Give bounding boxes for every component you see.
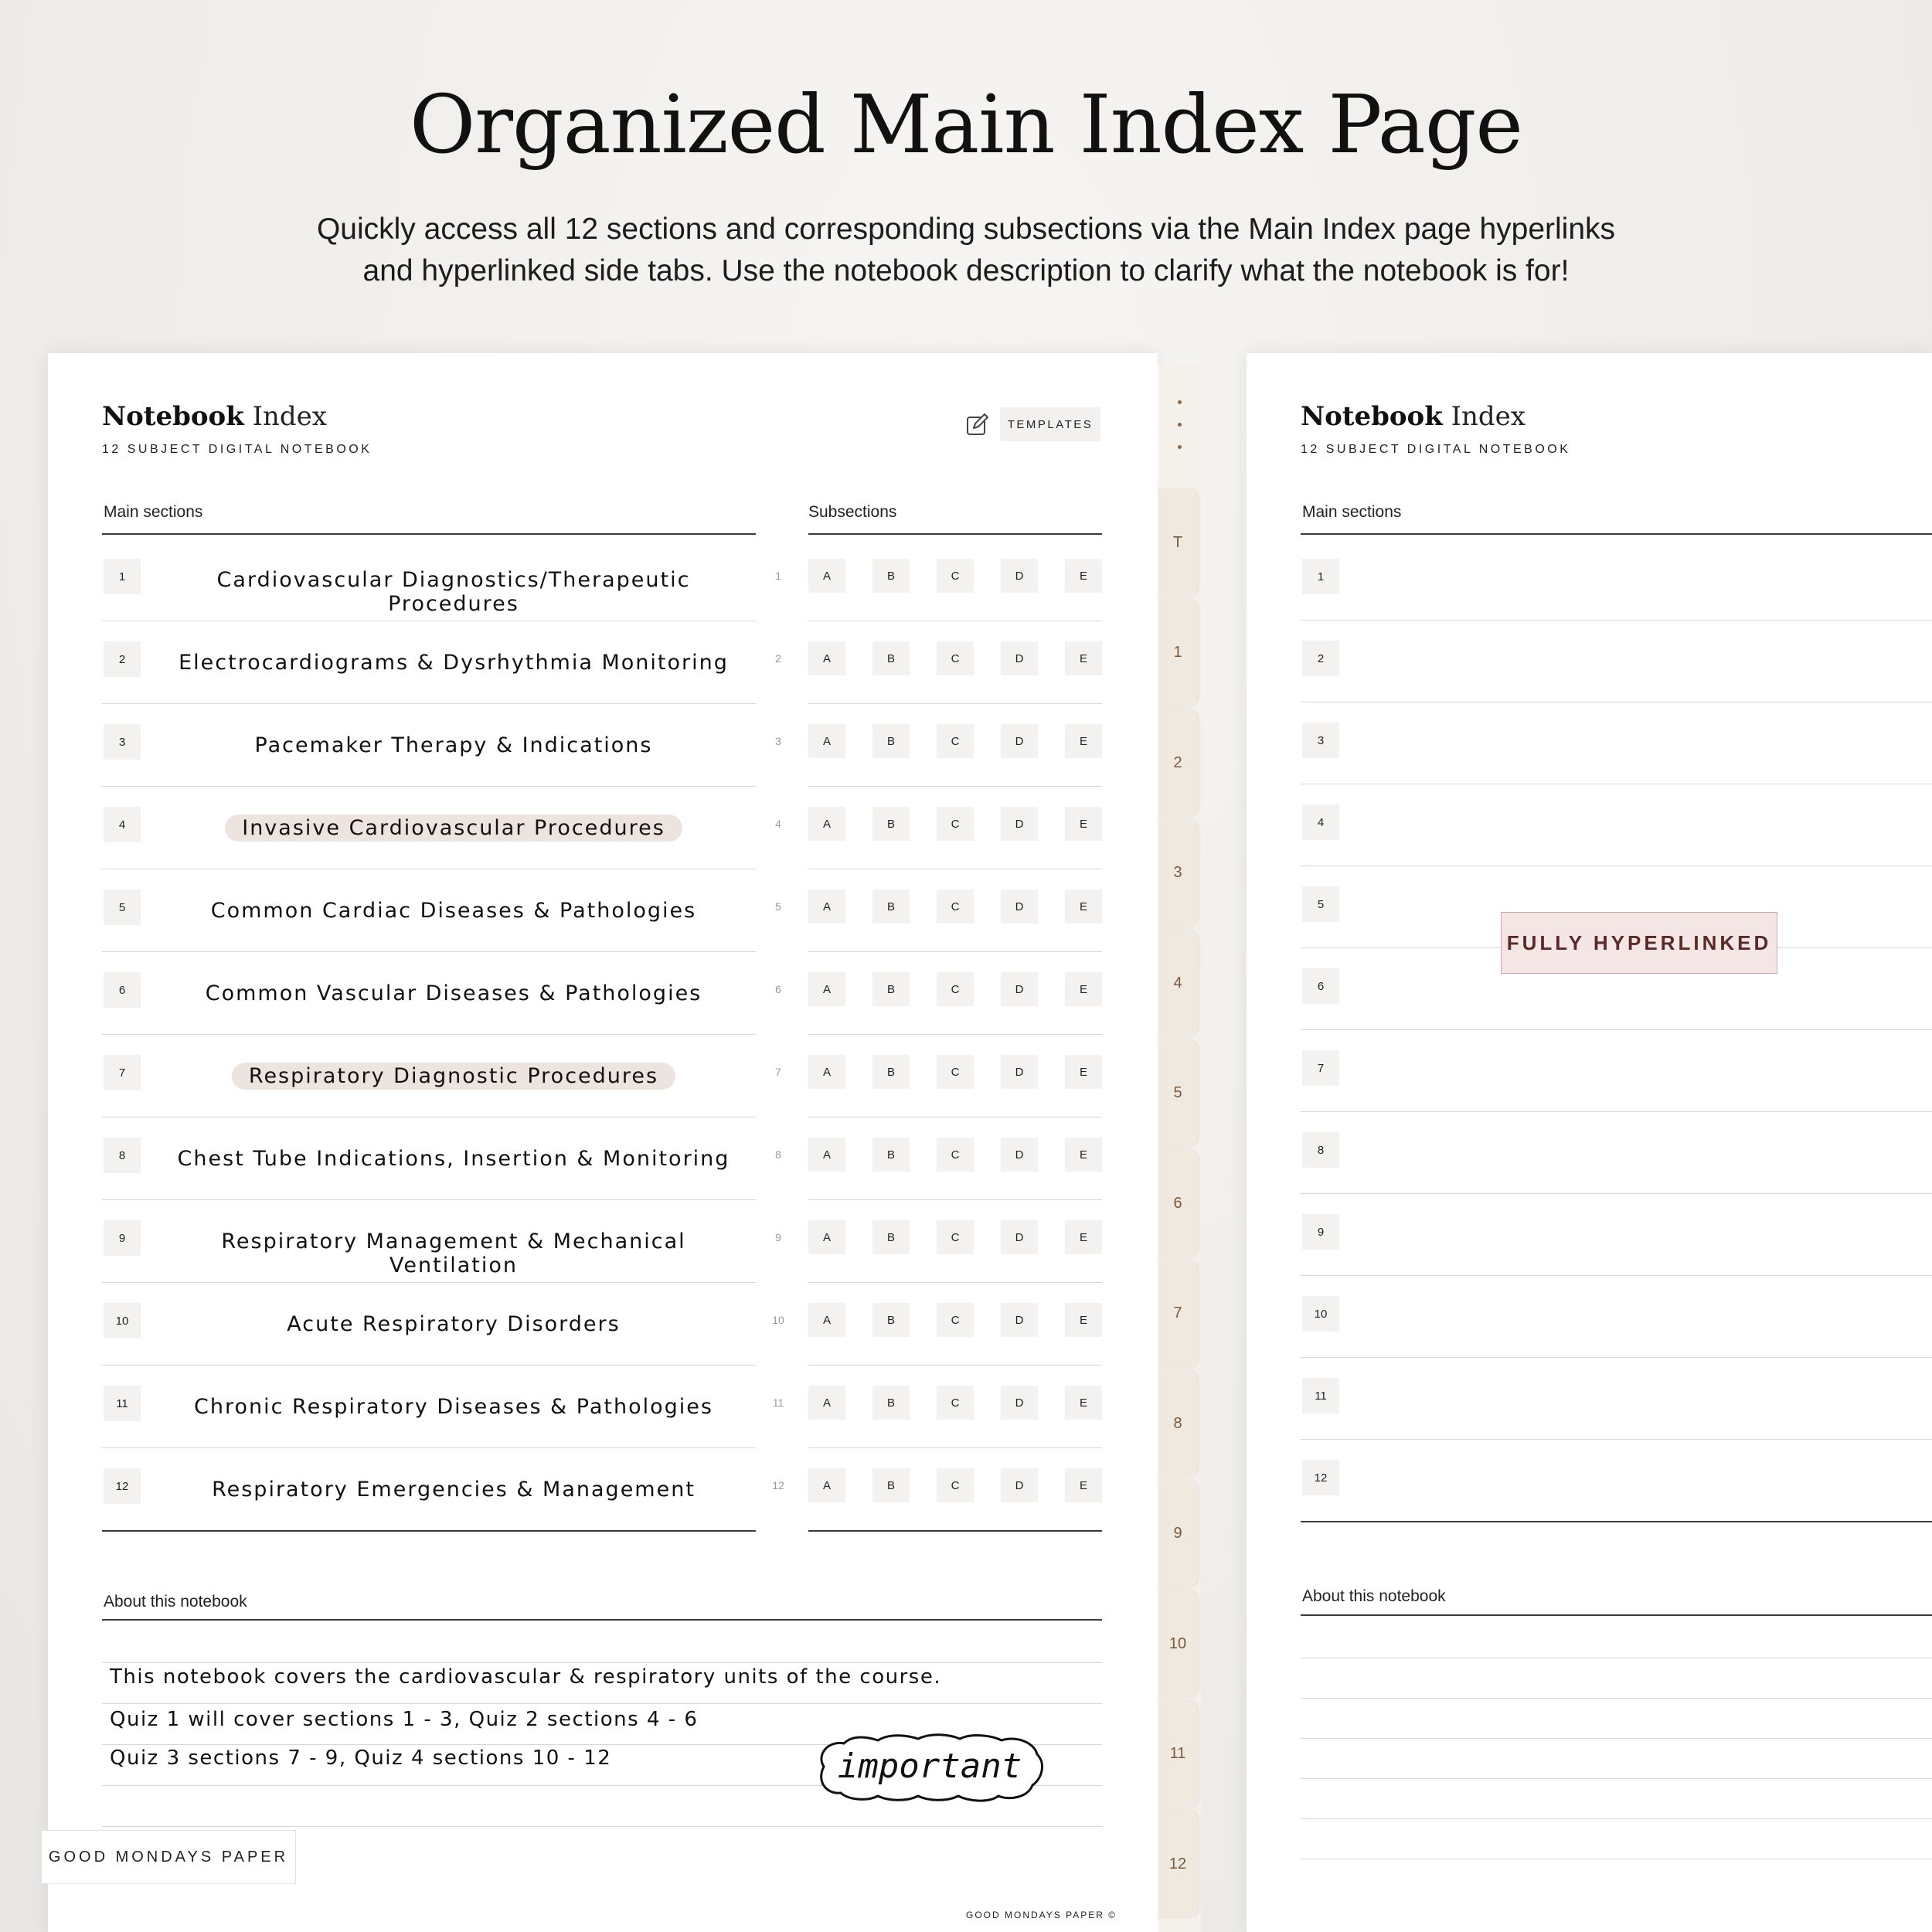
- description-line-1: Quickly access all 12 sections and corresponding subsections via the Main Index page hyperlinks: [316, 213, 1616, 246]
- section-number[interactable]: 1: [1302, 559, 1339, 594]
- subsection-button[interactable]: B: [872, 1468, 910, 1502]
- subsection-button[interactable]: E: [1065, 1468, 1102, 1502]
- notebook-title: Notebook Index: [102, 401, 327, 432]
- subsection-button[interactable]: E: [1065, 1055, 1102, 1089]
- section-title[interactable]: [156, 1230, 751, 1277]
- section-title[interactable]: [156, 816, 751, 840]
- section-number[interactable]: 12: [1302, 1460, 1339, 1495]
- subsections-rule: [808, 533, 1102, 535]
- subsection-button[interactable]: D: [1001, 972, 1038, 1006]
- subsection-button[interactable]: C: [937, 889, 974, 923]
- subsection-row-number: 12: [772, 1479, 784, 1492]
- section-title[interactable]: [156, 1395, 751, 1419]
- side-tab-3[interactable]: 3: [1158, 819, 1198, 927]
- tab-dot: [1178, 423, 1182, 427]
- subsection-button[interactable]: C: [937, 641, 974, 675]
- fully-hyperlinked-badge: FULLY HYPERLINKED: [1501, 912, 1777, 974]
- subsection-button[interactable]: D: [1001, 724, 1038, 758]
- about-rule: [1301, 1614, 1932, 1616]
- subsection-row-number: 5: [775, 900, 781, 913]
- subsection-button[interactable]: A: [808, 807, 845, 841]
- section-title-text: Chronic Respiratory Diseases & Pathologies: [194, 1395, 713, 1419]
- row-divider: [1301, 1521, 1932, 1522]
- subsection-button[interactable]: D: [1001, 1303, 1038, 1337]
- side-tab-4[interactable]: 4: [1158, 929, 1198, 1037]
- subsection-button[interactable]: E: [1065, 807, 1102, 841]
- section-number[interactable]: 1: [104, 559, 141, 594]
- subsection-button[interactable]: A: [808, 1055, 845, 1089]
- section-row[interactable]: [48, 1366, 1158, 1448]
- subsection-button[interactable]: E: [1065, 889, 1102, 923]
- section-number[interactable]: 7: [104, 1055, 141, 1090]
- subsection-button[interactable]: E: [1065, 1220, 1102, 1254]
- subsection-button[interactable]: A: [808, 559, 845, 593]
- side-tab-1[interactable]: 1: [1158, 599, 1198, 707]
- row-divider: [1301, 1029, 1932, 1030]
- subsection-button[interactable]: D: [1001, 641, 1038, 675]
- notebook-subtitle: 12 SUBJECT DIGITAL NOTEBOOK: [1301, 443, 1571, 456]
- side-tab-12[interactable]: 12: [1158, 1810, 1198, 1918]
- section-number[interactable]: 8: [1302, 1132, 1339, 1168]
- section-title[interactable]: [156, 1312, 751, 1336]
- section-title[interactable]: [156, 899, 751, 923]
- section-row[interactable]: [48, 704, 1158, 787]
- row-divider: [1301, 1111, 1932, 1112]
- section-title[interactable]: [156, 733, 751, 757]
- subsection-button[interactable]: A: [808, 1386, 845, 1420]
- section-title-text: Chest Tube Indications, Insertion & Monitoring: [177, 1147, 730, 1171]
- section-title-text: Common Cardiac Diseases & Pathologies: [210, 899, 697, 923]
- subsection-row-number: 8: [775, 1148, 781, 1161]
- side-tab-templates[interactable]: T: [1158, 488, 1198, 597]
- subsection-button[interactable]: C: [937, 1138, 974, 1172]
- section-number[interactable]: 10: [104, 1303, 141, 1338]
- section-title-text: Pacemaker Therapy & Indications: [254, 733, 653, 757]
- subsection-button[interactable]: A: [808, 641, 845, 675]
- subsection-button[interactable]: D: [1001, 1386, 1038, 1420]
- side-tab-6[interactable]: 6: [1158, 1149, 1198, 1257]
- row-divider: [1301, 1357, 1932, 1358]
- section-row[interactable]: [48, 869, 1158, 952]
- subsection-button[interactable]: A: [808, 724, 845, 758]
- subsection-button[interactable]: E: [1065, 559, 1102, 593]
- section-title[interactable]: [156, 651, 751, 675]
- writing-line: [1301, 1778, 1932, 1779]
- notebook-index-page: [48, 353, 1158, 1932]
- section-title-text: Electrocardiograms & Dysrhythmia Monitoring: [179, 651, 729, 675]
- subsection-button[interactable]: B: [872, 724, 910, 758]
- section-row[interactable]: [48, 1035, 1158, 1117]
- subsection-row-number: 3: [775, 735, 781, 747]
- section-row[interactable]: [48, 787, 1158, 869]
- about-text-line[interactable]: Quiz 1 will cover sections 1 - 3, Quiz 2 sections 4 - 6: [110, 1708, 699, 1731]
- subsection-button[interactable]: C: [937, 1055, 974, 1089]
- subsection-button[interactable]: A: [808, 889, 845, 923]
- about-text-line[interactable]: Quiz 3 sections 7 - 9, Quiz 4 sections 10 - 12: [110, 1747, 612, 1770]
- subsection-button[interactable]: D: [1001, 889, 1038, 923]
- notebook-title: Notebook Index: [1301, 401, 1526, 432]
- section-title[interactable]: [156, 1147, 751, 1171]
- brand-label: GOOD MONDAYS PAPER: [41, 1830, 296, 1884]
- about-text-line[interactable]: This notebook covers the cardiovascular & respiratory units of the course.: [110, 1665, 942, 1689]
- subsection-button[interactable]: B: [872, 641, 910, 675]
- about-label: About this notebook: [104, 1593, 247, 1611]
- section-title[interactable]: [156, 981, 751, 1005]
- section-number[interactable]: 4: [104, 807, 141, 842]
- edit-icon[interactable]: [964, 413, 989, 437]
- subsection-button[interactable]: B: [872, 1303, 910, 1337]
- section-number[interactable]: 6: [104, 972, 141, 1008]
- subsection-button[interactable]: B: [872, 1220, 910, 1254]
- section-row[interactable]: [48, 952, 1158, 1035]
- section-number[interactable]: 6: [1302, 968, 1339, 1004]
- section-row[interactable]: [48, 1200, 1158, 1283]
- side-tab-5[interactable]: 5: [1158, 1039, 1198, 1148]
- section-number[interactable]: 5: [104, 889, 141, 925]
- section-number[interactable]: 3: [104, 724, 141, 760]
- section-row[interactable]: [48, 621, 1158, 704]
- subsection-button[interactable]: D: [1001, 1055, 1038, 1089]
- row-divider: [102, 1530, 756, 1532]
- writing-line: [102, 1662, 1102, 1663]
- subsection-row-number: 6: [775, 983, 781, 995]
- side-tab-10[interactable]: 10: [1158, 1590, 1198, 1698]
- section-row[interactable]: [48, 1283, 1158, 1366]
- row-divider: [808, 1530, 1102, 1532]
- subsection-button[interactable]: E: [1065, 724, 1102, 758]
- main-sections-rule: [1301, 533, 1932, 535]
- writing-line: [1301, 1738, 1932, 1739]
- about-label: About this notebook: [1302, 1587, 1446, 1605]
- subsection-button[interactable]: A: [808, 1468, 845, 1502]
- section-number[interactable]: 5: [1302, 886, 1339, 922]
- subsection-button[interactable]: E: [1065, 1386, 1102, 1420]
- subsection-button[interactable]: E: [1065, 1303, 1102, 1337]
- notebook-subtitle: 12 SUBJECT DIGITAL NOTEBOOK: [102, 443, 372, 456]
- side-tab-11[interactable]: 11: [1158, 1700, 1198, 1808]
- sticker-text: important: [837, 1747, 1022, 1786]
- section-number[interactable]: 9: [1302, 1214, 1339, 1250]
- subsection-button[interactable]: D: [1001, 1138, 1038, 1172]
- section-number[interactable]: 2: [1302, 641, 1339, 676]
- side-tab-7[interactable]: 7: [1158, 1260, 1198, 1368]
- section-row[interactable]: [48, 539, 1158, 621]
- section-number[interactable]: 3: [1302, 723, 1339, 758]
- subsections-label: Subsections: [808, 503, 897, 521]
- subsection-button[interactable]: C: [937, 807, 974, 841]
- subsection-row-number: 2: [775, 652, 781, 665]
- subsection-row-number: 4: [775, 818, 781, 830]
- page-description: [232, 209, 1700, 292]
- section-title-text: Respiratory Diagnostic Procedures: [232, 1063, 675, 1090]
- subsection-button[interactable]: C: [937, 972, 974, 1006]
- writing-line: [1301, 1818, 1932, 1819]
- subsection-row-number: 7: [775, 1066, 781, 1078]
- section-title[interactable]: [156, 568, 751, 616]
- section-title-text: Cardiovascular Diagnostics/Therapeutic Procedures: [216, 568, 691, 616]
- main-sections-rule: [102, 533, 756, 535]
- section-number[interactable]: 7: [1302, 1050, 1339, 1086]
- page-headline: Organized Main Index Page: [410, 77, 1522, 172]
- writing-line: [102, 1826, 1102, 1827]
- subsection-button[interactable]: A: [808, 972, 845, 1006]
- writing-line: [102, 1703, 1102, 1704]
- notebook-index-page-blank: [1247, 353, 1932, 1932]
- subsection-button[interactable]: B: [872, 1055, 910, 1089]
- subsection-button[interactable]: B: [872, 972, 910, 1006]
- subsection-button[interactable]: D: [1001, 1468, 1038, 1502]
- description-line-2: and hyperlinked side tabs. Use the notebook description to clarify what the notebook is for!: [362, 254, 1570, 287]
- subsection-button[interactable]: D: [1001, 559, 1038, 593]
- section-title-text: Respiratory Management & Mechanical Ventilation: [221, 1230, 686, 1277]
- about-rule: [102, 1619, 1102, 1621]
- writing-line: [1301, 1698, 1932, 1699]
- row-divider: [1301, 1275, 1932, 1276]
- side-tab-2[interactable]: 2: [1158, 709, 1198, 817]
- subsection-button[interactable]: B: [872, 807, 910, 841]
- side-tab-9[interactable]: 9: [1158, 1480, 1198, 1588]
- row-divider: [1301, 620, 1932, 621]
- footer-copyright: GOOD MONDAYS PAPER ©: [966, 1910, 1117, 1920]
- subsection-button[interactable]: D: [1001, 807, 1038, 841]
- subsection-button[interactable]: A: [808, 1220, 845, 1254]
- row-divider: [1301, 1439, 1932, 1440]
- subsection-row-number: 9: [775, 1231, 781, 1243]
- subsection-button[interactable]: B: [872, 559, 910, 593]
- section-number[interactable]: 2: [104, 641, 141, 677]
- main-sections-label: Main sections: [104, 503, 203, 521]
- section-title[interactable]: [156, 1064, 751, 1088]
- main-sections-label: Main sections: [1302, 503, 1402, 521]
- subsection-button[interactable]: C: [937, 1220, 974, 1254]
- section-number[interactable]: 11: [1302, 1378, 1339, 1413]
- section-number[interactable]: 4: [1302, 804, 1339, 840]
- subsection-button[interactable]: C: [937, 1386, 974, 1420]
- subsection-button[interactable]: C: [937, 559, 974, 593]
- subsection-button[interactable]: E: [1065, 972, 1102, 1006]
- section-number[interactable]: 12: [104, 1468, 141, 1504]
- side-tab-8[interactable]: 8: [1158, 1369, 1198, 1478]
- row-divider: [1301, 1193, 1932, 1194]
- templates-button[interactable]: TEMPLATES: [1000, 407, 1100, 441]
- section-number[interactable]: 11: [104, 1386, 141, 1421]
- section-number[interactable]: 9: [104, 1220, 141, 1256]
- section-row[interactable]: [48, 1117, 1158, 1200]
- tab-dot: [1178, 445, 1182, 449]
- section-number[interactable]: 8: [104, 1138, 141, 1173]
- important-sticker: [813, 1731, 1046, 1802]
- section-title-text: Respiratory Emergencies & Management: [212, 1478, 696, 1502]
- section-row[interactable]: [48, 1448, 1158, 1531]
- section-title-text: Common Vascular Diseases & Pathologies: [205, 981, 702, 1005]
- subsection-button[interactable]: B: [872, 1386, 910, 1420]
- subsection-button[interactable]: C: [937, 1468, 974, 1502]
- tab-dot: [1178, 400, 1182, 404]
- subsection-button[interactable]: E: [1065, 641, 1102, 675]
- section-title[interactable]: [156, 1478, 751, 1502]
- subsection-row-number: 10: [772, 1314, 784, 1326]
- subsection-button[interactable]: A: [808, 1303, 845, 1337]
- subsection-button[interactable]: C: [937, 1303, 974, 1337]
- subsection-row-number: 1: [775, 570, 781, 582]
- section-number[interactable]: 10: [1302, 1296, 1339, 1332]
- subsection-button[interactable]: C: [937, 724, 974, 758]
- subsection-button[interactable]: B: [872, 889, 910, 923]
- section-title-text: Invasive Cardiovascular Procedures: [225, 815, 682, 842]
- subsection-button[interactable]: A: [808, 1138, 845, 1172]
- subsection-button[interactable]: E: [1065, 1138, 1102, 1172]
- subsection-button[interactable]: B: [872, 1138, 910, 1172]
- section-title-text: Acute Respiratory Disorders: [287, 1312, 621, 1336]
- subsection-button[interactable]: D: [1001, 1220, 1038, 1254]
- subsection-row-number: 11: [772, 1396, 784, 1409]
